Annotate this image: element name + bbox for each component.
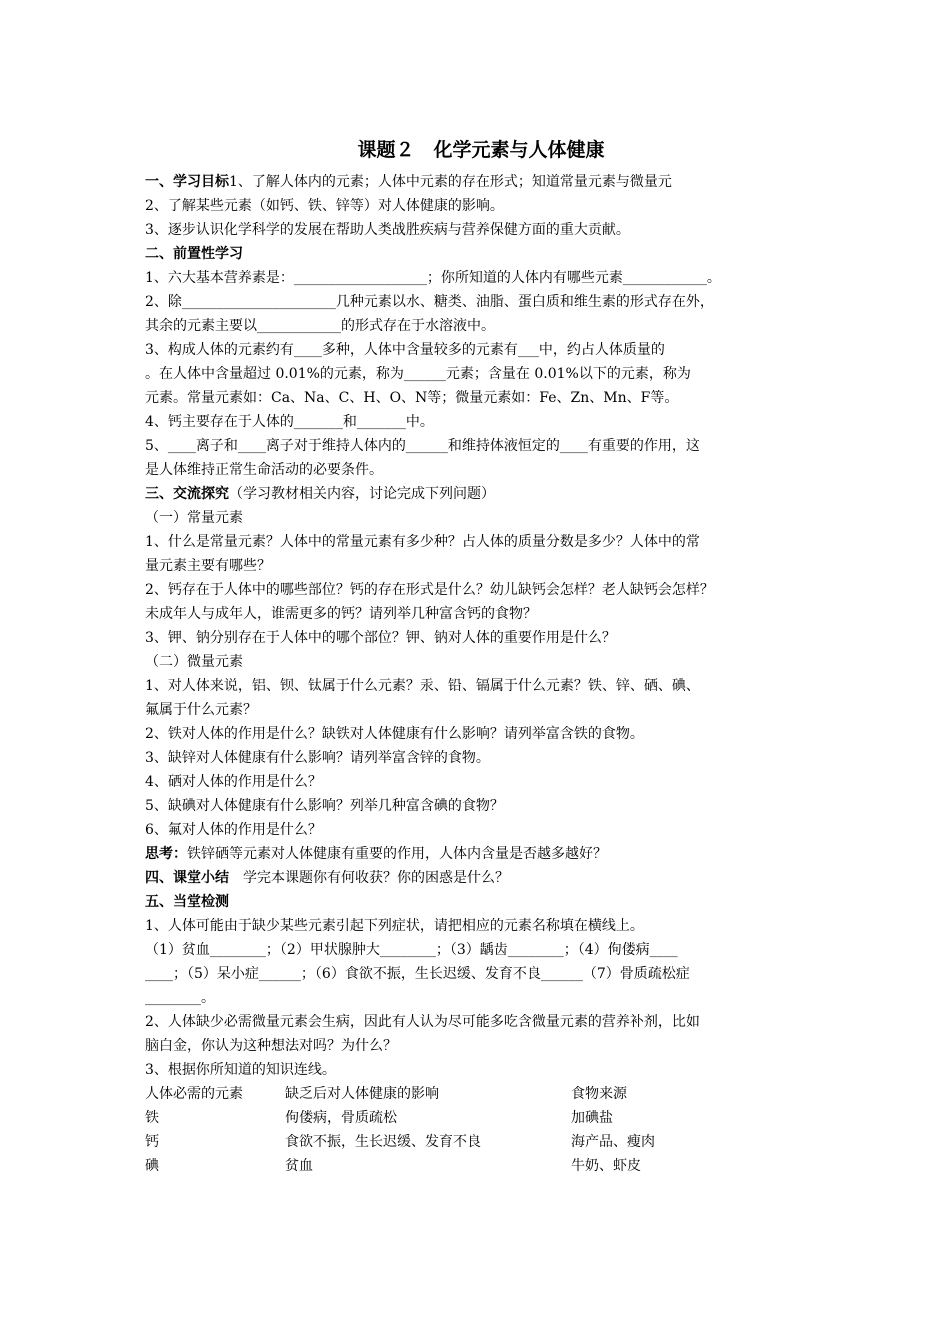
text-line	[145, 386, 817, 410]
text-line	[145, 770, 817, 794]
line-text: 元素。常量元素如：Ca、Na、C、H、O、N等；微量元素如：Fe、Zn、Mn、F等。	[145, 390, 679, 406]
line-text: 3、逐步认识化学科学的发展在帮助人类战胜疾病与营养保健方面的重大贡献。	[145, 222, 630, 238]
line-text: 2、钙存在于人体中的哪些部位？钙的存在形式是什么？幼儿缺钙会怎样？老人缺钙会怎样？	[145, 582, 714, 598]
document-page	[145, 136, 817, 1178]
document-title: 课题２ 化学元素与人体健康	[357, 139, 605, 161]
text-line	[145, 986, 817, 1010]
table-cell: 牛奶、虾皮	[571, 1158, 641, 1174]
line-text: 5、缺碘对人体健康有什么影响？列举几种富含碘的食物？	[145, 798, 504, 814]
table-cell: 缺乏后对人体健康的影响	[285, 1086, 439, 1102]
table-cell: 加碘盐	[571, 1110, 613, 1126]
document-body	[145, 170, 817, 1082]
line-text: 2、人体缺少必需微量元素会生病，因此有人认为尽可能多吃含微量元素的营养补剂，比如	[145, 1014, 700, 1030]
table-cell: 钙	[145, 1134, 159, 1150]
table-row	[145, 1130, 817, 1154]
text-line	[145, 938, 817, 962]
matching-table	[145, 1082, 817, 1178]
line-text: 氟属于什么元素？	[145, 702, 257, 718]
line-text: 脑白金，你认为这种想法对吗？为什么？	[145, 1038, 397, 1054]
line-text: （1）贫血________；（2）甲状腺肿大________；（3）龋齿________；（4）佝偻病____	[145, 942, 678, 958]
line-text: 学完本课题你有何收获？你的困惑是什么？	[229, 870, 509, 886]
text-line	[145, 362, 817, 386]
section-line	[145, 170, 817, 194]
line-text: 是人体维持正常生命活动的必要条件。	[145, 462, 383, 478]
line-text: 3、构成人体的元素约有____多种，人体中含量较多的元素有___中，约占人体质量的	[145, 342, 665, 358]
text-line	[145, 698, 817, 722]
text-line	[145, 458, 817, 482]
text-line	[145, 962, 817, 986]
section-heading: 三、交流探究	[145, 486, 229, 502]
section-line	[145, 242, 817, 266]
text-line	[145, 314, 817, 338]
line-text: 3、根据你所知道的知识连线。	[145, 1062, 336, 1078]
line-text: 4、钙主要存在于人体的_______和_______中。	[145, 414, 434, 430]
line-text: 6、氟对人体的作用是什么？	[145, 822, 322, 838]
line-text: 3、缺锌对人体健康有什么影响？请列举富含锌的食物。	[145, 750, 490, 766]
table-cell: 人体必需的元素	[145, 1086, 243, 1102]
text-line	[145, 674, 817, 698]
line-text: 。在人体中含量超过 0.01%的元素，称为______元素；含量在 0.01%以下的元素，称为	[145, 366, 691, 382]
text-line	[145, 1058, 817, 1082]
line-text: 4、硒对人体的作用是什么？	[145, 774, 322, 790]
section-line	[145, 866, 817, 890]
line-text: ____；（5）呆小症______；（6）食欲不振，生长迟缓、发育不良______（7）骨质疏松症	[145, 966, 690, 982]
line-text: 2、铁对人体的作用是什么？缺铁对人体健康有什么影响？请列举富含铁的食物。	[145, 726, 644, 742]
table-cell: 碘	[145, 1158, 159, 1174]
section-heading: 一、学习目标	[145, 174, 229, 190]
line-text: 1、人体可能由于缺少某些元素引起下列症状，请把相应的元素名称填在横线上。	[145, 918, 644, 934]
text-line	[145, 506, 817, 530]
text-line	[145, 818, 817, 842]
line-text: ________。	[145, 990, 215, 1006]
section-heading: 二、前置性学习	[145, 246, 243, 262]
text-line	[145, 1010, 817, 1034]
line-text: 未成年人与成年人，谁需更多的钙？请列举几种富含钙的食物？	[145, 606, 537, 622]
line-text: 铁锌硒等元素对人体健康有重要的作用，人体内含量是否越多越好？	[187, 846, 607, 862]
table-cell: 海产品、瘦肉	[571, 1134, 655, 1150]
table-cell: 佝偻病，骨质疏松	[285, 1110, 397, 1126]
line-text: 3、钾、钠分别存在于人体中的哪个部位？钾、钠对人体的重要作用是什么？	[145, 630, 616, 646]
text-line	[145, 266, 817, 290]
text-line	[145, 1034, 817, 1058]
line-text: 1、对人体来说，铝、钡、钛属于什么元素？汞、铅、镉属于什么元素？铁、锌、硒、碘、	[145, 678, 700, 694]
line-text: 1、什么是常量元素？人体中的常量元素有多少种？占人体的质量分数是多少？人体中的常	[145, 534, 700, 550]
line-text: 量元素主要有哪些？	[145, 558, 271, 574]
text-line	[145, 290, 817, 314]
line-text: 其余的元素主要以____________的形式存在于水溶液中。	[145, 318, 495, 334]
section-line	[145, 482, 817, 506]
table-row	[145, 1154, 817, 1178]
text-line	[145, 602, 817, 626]
table-cell: 铁	[145, 1110, 159, 1126]
line-text: （学习教材相关内容，讨论完成下列问题）	[229, 486, 495, 502]
text-line	[145, 530, 817, 554]
text-line	[145, 194, 817, 218]
table-row	[145, 1106, 817, 1130]
text-line	[145, 746, 817, 770]
text-line	[145, 410, 817, 434]
table-row	[145, 1082, 817, 1106]
text-line	[145, 914, 817, 938]
table-cell: 食物来源	[571, 1086, 627, 1102]
text-line	[145, 794, 817, 818]
table-cell: 食欲不振，生长迟缓、发育不良	[285, 1134, 481, 1150]
section-heading: 四、课堂小结	[145, 870, 229, 886]
line-text: 2、了解某些元素（如钙、铁、锌等）对人体健康的影响。	[145, 198, 504, 214]
line-text: 2、除______________________几种元素以水、糖类、油脂、蛋白质和维生素的形式存在外，	[145, 294, 714, 310]
line-text: 1、六大基本营养素是：___________________；你所知道的人体内有哪些元素____________。	[145, 270, 721, 286]
table-cell: 贫血	[285, 1158, 313, 1174]
text-line	[145, 554, 817, 578]
text-line	[145, 338, 817, 362]
line-text: 5、____离子和____离子对于维持人体内的______和维持体液恒定的____有重要的作用，这	[145, 438, 700, 454]
text-line	[145, 626, 817, 650]
section-line	[145, 890, 817, 914]
line-text: （一）常量元素	[145, 510, 243, 526]
section-line	[145, 842, 817, 866]
text-line	[145, 218, 817, 242]
text-line	[145, 578, 817, 602]
section-heading: 五、当堂检测	[145, 894, 229, 910]
line-text: （二）微量元素	[145, 654, 243, 670]
line-text: 1、了解人体内的元素；人体中元素的存在形式；知道常量元素与微量元	[229, 174, 672, 190]
section-heading: 思考：	[145, 846, 187, 862]
text-line	[145, 434, 817, 458]
text-line	[145, 722, 817, 746]
text-line	[145, 650, 817, 674]
